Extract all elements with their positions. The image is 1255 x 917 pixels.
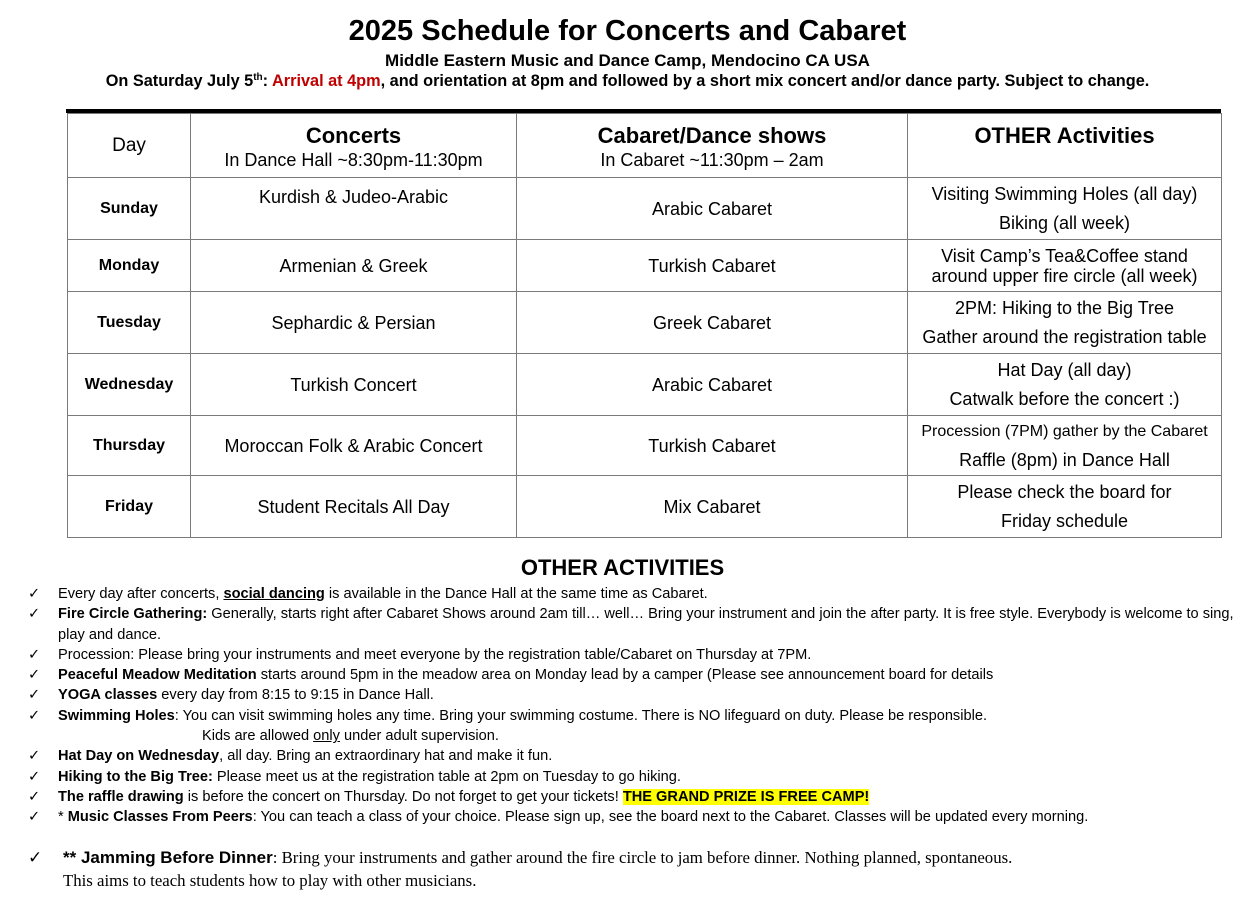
list-item [28, 604, 1243, 645]
cabaret-cell: Arabic Cabaret [517, 178, 908, 240]
other-line: Please check the board for [957, 481, 1172, 502]
table-row [68, 240, 1222, 292]
arrival-note-date: On Saturday July 5 [105, 72, 254, 90]
day-cell: Tuesday [68, 292, 191, 354]
page-subtitle: Middle Eastern Music and Dance Camp, Mendocino CA USA [385, 51, 870, 70]
arrival-note [0, 71, 1255, 91]
item-label: Music Classes From Peers [67, 809, 253, 826]
cabaret-cell: Turkish Cabaret [517, 240, 908, 292]
day-cell: Monday [68, 240, 191, 292]
concert-cell: Armenian & Greek [191, 240, 517, 292]
item-label: The raffle drawing [58, 788, 184, 805]
item-label: Swimming Holes [58, 707, 175, 724]
checkmark-icon: ✓ [28, 646, 41, 663]
arrival-time: Arrival at 4pm [272, 72, 381, 90]
list-item [28, 746, 1243, 766]
other-activities-heading: OTHER ACTIVITIES [520, 555, 725, 580]
item-text: Kids are allowed [202, 728, 314, 745]
concert-cell: Moroccan Folk & Arabic Concert [191, 416, 517, 476]
item-text: : You can teach a class of your choice. Please sign up, see the board next to the Cabaret. Classes will be updated every morning. [252, 809, 1089, 826]
item-text: Procession: Please bring your instruments and meet everyone by the registration table/Cabaret on Thursday at 7PM. [58, 646, 812, 663]
header-day: Day [68, 114, 191, 178]
other-cell [908, 178, 1222, 240]
cabaret-cell: Mix Cabaret [517, 476, 908, 538]
list-item [28, 787, 1243, 807]
arrival-note-sup: th [253, 72, 263, 83]
table-row [68, 178, 1222, 240]
jamming-label: ** Jamming Before Dinner [63, 848, 273, 867]
list-item [28, 706, 1243, 747]
table-row [68, 416, 1222, 476]
table-header-row [68, 114, 1222, 178]
header-cabaret-title: Cabaret/Dance shows [597, 123, 827, 148]
other-cell [908, 240, 1222, 292]
other-line: Biking (all week) [998, 212, 1131, 233]
arrival-note-colon: : [262, 72, 273, 90]
other-cell [908, 416, 1222, 476]
checkmark-icon: ✓ [28, 768, 41, 785]
header-cabaret [517, 114, 908, 178]
item-label: Hat Day on Wednesday [58, 748, 220, 765]
item-text: , all day. Bring an extraordinary hat and make it fun. [219, 748, 553, 765]
item-label: Fire Circle Gathering: [58, 606, 208, 623]
other-line: Visiting Swimming Holes (all day) [931, 183, 1198, 204]
concert-cell: Turkish Concert [191, 354, 517, 416]
day-cell: Friday [68, 476, 191, 538]
checkmark-icon: ✓ [28, 667, 41, 684]
cabaret-cell: Arabic Cabaret [517, 354, 908, 416]
item-highlight: social dancing [223, 586, 325, 602]
header-concerts-title: Concerts [305, 123, 402, 148]
page-title: 2025 Schedule for Concerts and Cabaret [348, 15, 907, 47]
checkmark-icon: ✓ [28, 606, 41, 623]
header-other [908, 114, 1222, 178]
item-label: Hiking to the Big Tree: [58, 768, 213, 785]
item-text: is before the concert on Thursday. Do not forget to get your tickets! [183, 788, 623, 805]
checkmark-icon: ✓ [28, 788, 41, 805]
other-cell [908, 292, 1222, 354]
item-emphasis: only [313, 728, 340, 745]
checkmark-icon: ✓ [28, 809, 41, 826]
other-line: Procession (7PM) gather by the Cabaret [921, 422, 1208, 440]
item-text: is available in the Dance Hall at the same time as Cabaret. [324, 586, 708, 602]
item-text: Every day after concerts, [58, 586, 224, 602]
list-item [28, 645, 1243, 665]
item-text: starts around 5pm in the meadow area on Monday lead by a camper (Please see announcement board for details [256, 667, 994, 684]
schedule-table [67, 113, 1222, 538]
jamming-line [28, 846, 1243, 869]
item-label: YOGA classes [58, 687, 158, 704]
other-line: Visit Camp’s Tea&Coffee stand [941, 245, 1188, 266]
table-row [68, 292, 1222, 354]
list-item [28, 767, 1243, 787]
other-line: around upper fire circle (all week) [931, 265, 1198, 286]
list-item [28, 807, 1243, 827]
item-text: Generally, starts right after Cabaret Shows around 2am till… well… Bring your instrument and join the after party. It is free style. Everybody is welcome to sing, play and dance. [58, 606, 1234, 643]
checkmark-icon: ✓ [28, 707, 41, 724]
day-cell: Thursday [68, 416, 191, 476]
other-line: Catwalk before the concert :) [949, 388, 1180, 409]
cabaret-cell: Greek Cabaret [517, 292, 908, 354]
other-line: Gather around the registration table [922, 326, 1207, 347]
table-row [68, 354, 1222, 416]
day-cell: Wednesday [68, 354, 191, 416]
other-cell [908, 354, 1222, 416]
item-text: Please meet us at the registration table at 2pm on Tuesday to go hiking. [212, 768, 681, 785]
jamming-line-2: This aims to teach students how to play with other musicians. [63, 871, 477, 890]
other-cell [908, 476, 1222, 538]
header-cabaret-sub: In Cabaret ~11:30pm – 2am [600, 150, 824, 170]
other-line: Hat Day (all day) [997, 359, 1132, 380]
other-activities-list [28, 584, 1243, 828]
item-text: * [58, 809, 68, 826]
item-subline [58, 726, 1243, 746]
header-other-title: OTHER Activities [974, 123, 1155, 148]
header-concerts-sub: In Dance Hall ~8:30pm-11:30pm [224, 150, 483, 170]
other-line: Friday schedule [1000, 510, 1129, 531]
other-line: Raffle (8pm) in Dance Hall [959, 449, 1170, 470]
jamming-text: : Bring your instruments and gather around the fire circle to jam before dinner. Nothing planned, spontaneous. [272, 848, 1013, 867]
concert-cell: Sephardic & Persian [191, 292, 517, 354]
header-concerts [191, 114, 517, 178]
checkmark-icon: ✓ [28, 586, 41, 602]
checkmark-icon: ✓ [28, 687, 41, 704]
item-label: Peaceful Meadow Meditation [58, 667, 257, 684]
list-item [28, 584, 1243, 604]
item-text: every day from 8:15 to 9:15 in Dance Hall. [157, 687, 434, 704]
cabaret-cell: Turkish Cabaret [517, 416, 908, 476]
grand-prize-highlight: THE GRAND PRIZE IS FREE CAMP! [622, 788, 870, 805]
jamming-item [28, 846, 1243, 892]
arrival-note-rest: , and orientation at 8pm and followed by a short mix concert and/or dance party. Subject to change. [380, 72, 1150, 90]
day-cell: Sunday [68, 178, 191, 240]
checkmark-icon: ✓ [28, 848, 43, 867]
item-text: under adult supervision. [339, 728, 499, 745]
list-item [28, 665, 1243, 685]
concert-cell: Kurdish & Judeo-Arabic [191, 178, 517, 240]
item-text: : You can visit swimming holes any time. Bring your swimming costume. There is NO lifeguard on duty. Please be responsible. [174, 707, 987, 724]
concert-cell: Student Recitals All Day [191, 476, 517, 538]
checkmark-icon: ✓ [28, 748, 41, 765]
list-item [28, 685, 1243, 705]
table-row [68, 476, 1222, 538]
other-line: 2PM: Hiking to the Big Tree [954, 297, 1175, 318]
